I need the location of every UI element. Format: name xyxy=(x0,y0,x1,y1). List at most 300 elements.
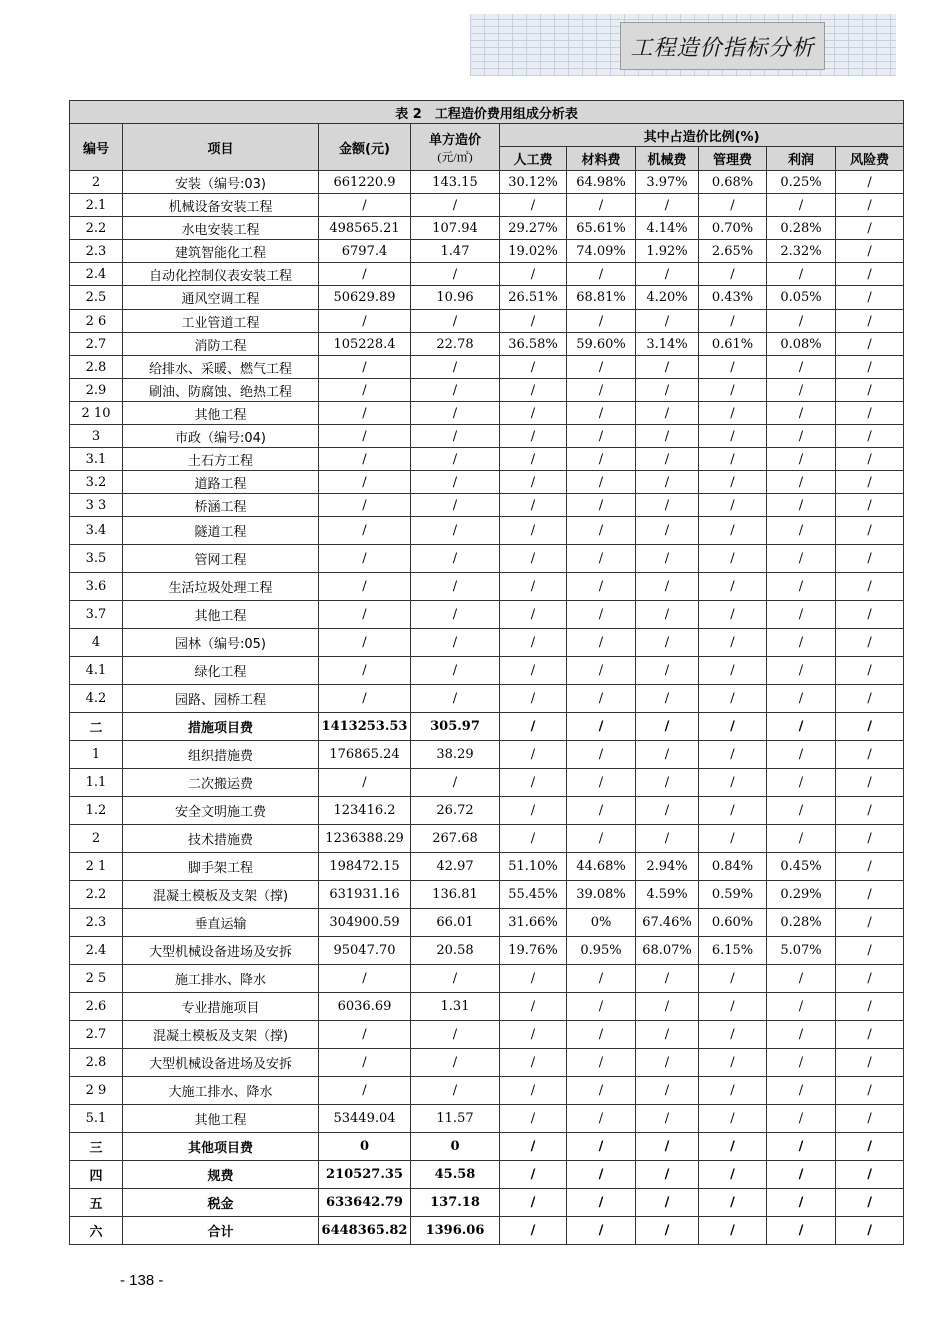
row-code: 3.5 xyxy=(70,545,123,573)
table-row xyxy=(70,1105,904,1133)
row-amount: 176865.24 xyxy=(319,741,411,769)
row-material: / xyxy=(567,797,636,825)
row-item: 机械设备安装工程 xyxy=(123,194,319,217)
row-machine: / xyxy=(636,494,699,517)
row-amount: / xyxy=(319,379,411,402)
row-machine: / xyxy=(636,1021,699,1049)
row-labor: / xyxy=(500,741,567,769)
row-machine: / xyxy=(636,1189,699,1217)
row-amount: / xyxy=(319,601,411,629)
row-unit-price: / xyxy=(411,965,500,993)
row-management: / xyxy=(699,425,767,448)
row-material: / xyxy=(567,657,636,685)
row-labor: / xyxy=(500,797,567,825)
row-item: 安全文明施工费 xyxy=(123,797,319,825)
row-machine: / xyxy=(636,573,699,601)
row-unit-price: 66.01 xyxy=(411,909,500,937)
table-row xyxy=(70,573,904,601)
row-profit: / xyxy=(767,517,836,545)
row-labor: 36.58% xyxy=(500,333,567,356)
row-management: 6.15% xyxy=(699,937,767,965)
row-amount: / xyxy=(319,194,411,217)
row-management: / xyxy=(699,1077,767,1105)
row-material: / xyxy=(567,825,636,853)
row-item: 水电安装工程 xyxy=(123,217,319,240)
row-labor: 55.45% xyxy=(500,881,567,909)
row-amount: / xyxy=(319,965,411,993)
row-risk: / xyxy=(836,1077,904,1105)
row-code: 4.1 xyxy=(70,657,123,685)
row-machine: 3.14% xyxy=(636,333,699,356)
row-risk: / xyxy=(836,402,904,425)
row-machine: 4.14% xyxy=(636,217,699,240)
row-labor: / xyxy=(500,1189,567,1217)
row-code: 3.7 xyxy=(70,601,123,629)
row-amount: / xyxy=(319,1077,411,1105)
row-labor: / xyxy=(500,629,567,657)
row-machine: 3.97% xyxy=(636,171,699,194)
row-labor: / xyxy=(500,1161,567,1189)
row-amount: / xyxy=(319,1021,411,1049)
row-material: / xyxy=(567,379,636,402)
row-material: / xyxy=(567,545,636,573)
row-labor: / xyxy=(500,825,567,853)
row-machine: / xyxy=(636,448,699,471)
row-amount: / xyxy=(319,263,411,286)
row-unit-price: / xyxy=(411,1077,500,1105)
row-item: 园林（编号:05) xyxy=(123,629,319,657)
row-profit: / xyxy=(767,194,836,217)
row-item: 大型机械设备进场及安拆 xyxy=(123,937,319,965)
row-code: 2.3 xyxy=(70,240,123,263)
row-unit-price: 1.31 xyxy=(411,993,500,1021)
row-code: 1.2 xyxy=(70,797,123,825)
row-risk: / xyxy=(836,240,904,263)
row-material: / xyxy=(567,1189,636,1217)
row-profit: / xyxy=(767,769,836,797)
row-labor: / xyxy=(500,494,567,517)
row-code: 2.9 xyxy=(70,379,123,402)
row-material: / xyxy=(567,629,636,657)
row-code: 三 xyxy=(70,1133,123,1161)
row-risk: / xyxy=(836,685,904,713)
row-profit: / xyxy=(767,545,836,573)
row-labor: 19.02% xyxy=(500,240,567,263)
row-item: 组织措施费 xyxy=(123,741,319,769)
table-row xyxy=(70,937,904,965)
row-item: 其他项目费 xyxy=(123,1133,319,1161)
row-machine: / xyxy=(636,194,699,217)
section-title: 工程造价指标分析 xyxy=(630,35,815,61)
row-machine: / xyxy=(636,1133,699,1161)
row-machine: / xyxy=(636,741,699,769)
row-unit-price: / xyxy=(411,379,500,402)
table-row xyxy=(70,685,904,713)
row-risk: / xyxy=(836,1049,904,1077)
row-profit: / xyxy=(767,1021,836,1049)
row-material: / xyxy=(567,471,636,494)
row-material: 59.60% xyxy=(567,333,636,356)
row-profit: 0.25% xyxy=(767,171,836,194)
row-profit: / xyxy=(767,825,836,853)
row-management: / xyxy=(699,1105,767,1133)
row-item: 工业管道工程 xyxy=(123,310,319,333)
section-header xyxy=(620,22,825,70)
row-item: 生活垃圾处理工程 xyxy=(123,573,319,601)
row-material: / xyxy=(567,741,636,769)
table-row xyxy=(70,240,904,263)
row-unit-price: 45.58 xyxy=(411,1161,500,1189)
row-item: 管网工程 xyxy=(123,545,319,573)
row-management: / xyxy=(699,573,767,601)
row-amount: 105228.4 xyxy=(319,333,411,356)
row-machine: 67.46% xyxy=(636,909,699,937)
row-profit: / xyxy=(767,685,836,713)
row-machine: / xyxy=(636,517,699,545)
row-unit-price: / xyxy=(411,1049,500,1077)
row-profit: / xyxy=(767,310,836,333)
row-amount: 633642.79 xyxy=(319,1189,411,1217)
row-management: / xyxy=(699,797,767,825)
row-amount: 1236388.29 xyxy=(319,825,411,853)
row-unit-price: 26.72 xyxy=(411,797,500,825)
page-number: - 138 - xyxy=(120,1272,164,1289)
row-risk: / xyxy=(836,993,904,1021)
row-management: / xyxy=(699,494,767,517)
row-amount: 304900.59 xyxy=(319,909,411,937)
row-unit-price: 0 xyxy=(411,1133,500,1161)
table-row xyxy=(70,448,904,471)
row-code: 3.2 xyxy=(70,471,123,494)
row-labor: / xyxy=(500,1217,567,1245)
row-labor: 51.10% xyxy=(500,853,567,881)
row-unit-price: 20.58 xyxy=(411,937,500,965)
row-labor: 26.51% xyxy=(500,286,567,310)
row-risk: / xyxy=(836,909,904,937)
row-labor: / xyxy=(500,769,567,797)
row-unit-price: 10.96 xyxy=(411,286,500,310)
header-management: 管理费 xyxy=(699,147,767,171)
row-unit-price: 136.81 xyxy=(411,881,500,909)
row-labor: / xyxy=(500,657,567,685)
row-profit: / xyxy=(767,263,836,286)
row-material: / xyxy=(567,993,636,1021)
row-code: 3.4 xyxy=(70,517,123,545)
row-management: / xyxy=(699,379,767,402)
row-labor: / xyxy=(500,713,567,741)
row-amount: 6448365.82 xyxy=(319,1217,411,1245)
row-item: 绿化工程 xyxy=(123,657,319,685)
row-unit-price: 267.68 xyxy=(411,825,500,853)
row-code: 2.2 xyxy=(70,217,123,240)
row-material: / xyxy=(567,1105,636,1133)
row-management: / xyxy=(699,194,767,217)
table-row xyxy=(70,333,904,356)
row-machine: 4.59% xyxy=(636,881,699,909)
row-code: 3.1 xyxy=(70,448,123,471)
row-code: 2.2 xyxy=(70,881,123,909)
row-item: 垂直运输 xyxy=(123,909,319,937)
table-row xyxy=(70,769,904,797)
row-risk: / xyxy=(836,517,904,545)
row-management: 0.60% xyxy=(699,909,767,937)
row-risk: / xyxy=(836,286,904,310)
row-management: / xyxy=(699,402,767,425)
header-item: 项目 xyxy=(123,124,319,171)
row-management: 0.61% xyxy=(699,333,767,356)
row-profit: 2.32% xyxy=(767,240,836,263)
row-machine: 1.92% xyxy=(636,240,699,263)
row-management: / xyxy=(699,545,767,573)
row-item: 市政（编号:04) xyxy=(123,425,319,448)
row-material: / xyxy=(567,1217,636,1245)
table-row xyxy=(70,171,904,194)
row-code: 3 xyxy=(70,425,123,448)
row-material: / xyxy=(567,1161,636,1189)
row-labor: / xyxy=(500,601,567,629)
row-material: / xyxy=(567,1021,636,1049)
row-item: 其他工程 xyxy=(123,1105,319,1133)
table-row xyxy=(70,1049,904,1077)
row-risk: / xyxy=(836,310,904,333)
row-material: / xyxy=(567,494,636,517)
row-amount: 6797.4 xyxy=(319,240,411,263)
row-management: / xyxy=(699,657,767,685)
row-material: / xyxy=(567,1077,636,1105)
row-item: 税金 xyxy=(123,1189,319,1217)
row-material: / xyxy=(567,517,636,545)
row-code: 四 xyxy=(70,1161,123,1189)
row-material: / xyxy=(567,965,636,993)
row-profit: / xyxy=(767,629,836,657)
row-management: / xyxy=(699,629,767,657)
row-profit: / xyxy=(767,713,836,741)
header-risk: 风险费 xyxy=(836,147,904,171)
row-machine: 2.94% xyxy=(636,853,699,881)
table-row xyxy=(70,965,904,993)
table-row xyxy=(70,601,904,629)
table-row xyxy=(70,1161,904,1189)
row-machine: / xyxy=(636,310,699,333)
row-risk: / xyxy=(836,1105,904,1133)
row-risk: / xyxy=(836,356,904,379)
row-material: / xyxy=(567,685,636,713)
row-unit-price: / xyxy=(411,494,500,517)
row-material: / xyxy=(567,356,636,379)
row-management: / xyxy=(699,769,767,797)
row-machine: / xyxy=(636,601,699,629)
row-management: / xyxy=(699,713,767,741)
row-unit-price: / xyxy=(411,471,500,494)
row-code: 2.7 xyxy=(70,1021,123,1049)
row-risk: / xyxy=(836,797,904,825)
row-risk: / xyxy=(836,171,904,194)
row-profit: / xyxy=(767,993,836,1021)
row-code: 2 10 xyxy=(70,402,123,425)
row-amount: 631931.16 xyxy=(319,881,411,909)
row-item: 混凝土模板及支架（撑) xyxy=(123,1021,319,1049)
row-unit-price: / xyxy=(411,685,500,713)
row-risk: / xyxy=(836,494,904,517)
row-labor: / xyxy=(500,1021,567,1049)
row-risk: / xyxy=(836,1189,904,1217)
row-unit-price: / xyxy=(411,517,500,545)
row-management: 0.70% xyxy=(699,217,767,240)
row-unit-price: / xyxy=(411,545,500,573)
row-item: 桥涵工程 xyxy=(123,494,319,517)
row-code: 五 xyxy=(70,1189,123,1217)
row-management: / xyxy=(699,471,767,494)
row-labor: / xyxy=(500,263,567,286)
row-profit: / xyxy=(767,797,836,825)
header-unit-price-label: 单方造价 xyxy=(428,133,481,148)
row-risk: / xyxy=(836,1217,904,1245)
row-risk: / xyxy=(836,573,904,601)
table-row xyxy=(70,545,904,573)
row-risk: / xyxy=(836,853,904,881)
row-profit: 0.05% xyxy=(767,286,836,310)
row-item: 大施工排水、降水 xyxy=(123,1077,319,1105)
row-item: 消防工程 xyxy=(123,333,319,356)
row-item: 土石方工程 xyxy=(123,448,319,471)
row-unit-price: 143.15 xyxy=(411,171,500,194)
row-unit-price: 137.18 xyxy=(411,1189,500,1217)
row-machine: / xyxy=(636,797,699,825)
row-machine: / xyxy=(636,425,699,448)
row-labor: / xyxy=(500,573,567,601)
row-amount: / xyxy=(319,356,411,379)
row-profit: / xyxy=(767,741,836,769)
row-profit: / xyxy=(767,1105,836,1133)
row-management: 2.65% xyxy=(699,240,767,263)
row-labor: / xyxy=(500,545,567,573)
row-unit-price: 305.97 xyxy=(411,713,500,741)
row-amount: / xyxy=(319,425,411,448)
row-management: / xyxy=(699,356,767,379)
row-labor: 31.66% xyxy=(500,909,567,937)
row-risk: / xyxy=(836,1021,904,1049)
row-material: / xyxy=(567,263,636,286)
row-amount: / xyxy=(319,657,411,685)
row-unit-price: / xyxy=(411,402,500,425)
row-profit: 0.28% xyxy=(767,217,836,240)
row-code: 二 xyxy=(70,713,123,741)
row-profit: 0.28% xyxy=(767,909,836,937)
row-item: 通风空调工程 xyxy=(123,286,319,310)
row-labor: / xyxy=(500,1049,567,1077)
table-row xyxy=(70,286,904,310)
row-material: / xyxy=(567,601,636,629)
row-labor: / xyxy=(500,685,567,713)
row-amount: / xyxy=(319,573,411,601)
row-code: 3.6 xyxy=(70,573,123,601)
row-machine: / xyxy=(636,1217,699,1245)
row-machine: / xyxy=(636,657,699,685)
row-item: 技术措施费 xyxy=(123,825,319,853)
row-machine: / xyxy=(636,629,699,657)
header-unit-price-unit: (元/㎡) xyxy=(437,150,473,164)
row-profit: / xyxy=(767,965,836,993)
row-profit: / xyxy=(767,471,836,494)
table-row xyxy=(70,825,904,853)
row-management: 0.43% xyxy=(699,286,767,310)
row-labor: / xyxy=(500,402,567,425)
row-labor: / xyxy=(500,1105,567,1133)
row-item: 自动化控制仪表安装工程 xyxy=(123,263,319,286)
row-code: 2 xyxy=(70,171,123,194)
row-labor: / xyxy=(500,471,567,494)
table-row xyxy=(70,993,904,1021)
table-row xyxy=(70,471,904,494)
row-labor: / xyxy=(500,356,567,379)
table-row xyxy=(70,1189,904,1217)
row-labor: / xyxy=(500,965,567,993)
row-amount: / xyxy=(319,517,411,545)
row-code: 2.6 xyxy=(70,993,123,1021)
row-management: / xyxy=(699,517,767,545)
row-unit-price: 1396.06 xyxy=(411,1217,500,1245)
header-ratio-group: 其中占造价比例(%) xyxy=(500,124,904,147)
row-machine: / xyxy=(636,1105,699,1133)
table-body xyxy=(70,171,904,1245)
row-unit-price: 38.29 xyxy=(411,741,500,769)
row-item: 其他工程 xyxy=(123,601,319,629)
row-amount: / xyxy=(319,685,411,713)
row-code: 2 1 xyxy=(70,853,123,881)
row-risk: / xyxy=(836,263,904,286)
row-management: / xyxy=(699,1217,767,1245)
row-machine: 68.07% xyxy=(636,937,699,965)
row-labor: 29.27% xyxy=(500,217,567,240)
row-code: 2.4 xyxy=(70,263,123,286)
row-code: 六 xyxy=(70,1217,123,1245)
row-machine: / xyxy=(636,825,699,853)
row-risk: / xyxy=(836,713,904,741)
row-management: / xyxy=(699,1049,767,1077)
row-management: / xyxy=(699,685,767,713)
table-row xyxy=(70,713,904,741)
row-labor: / xyxy=(500,517,567,545)
row-machine: / xyxy=(636,993,699,1021)
row-amount: / xyxy=(319,471,411,494)
row-unit-price: / xyxy=(411,573,500,601)
row-labor: 30.12% xyxy=(500,171,567,194)
row-unit-price: / xyxy=(411,629,500,657)
row-amount: 50629.89 xyxy=(319,286,411,310)
row-material: / xyxy=(567,402,636,425)
row-code: 2.1 xyxy=(70,194,123,217)
row-unit-price: / xyxy=(411,657,500,685)
row-management: / xyxy=(699,310,767,333)
row-labor: / xyxy=(500,310,567,333)
row-code: 2.5 xyxy=(70,286,123,310)
table-row xyxy=(70,909,904,937)
row-risk: / xyxy=(836,448,904,471)
row-labor: / xyxy=(500,194,567,217)
row-unit-price: / xyxy=(411,448,500,471)
row-profit: / xyxy=(767,657,836,685)
row-unit-price: / xyxy=(411,263,500,286)
row-risk: / xyxy=(836,601,904,629)
row-material: 0.95% xyxy=(567,937,636,965)
row-management: 0.59% xyxy=(699,881,767,909)
row-risk: / xyxy=(836,825,904,853)
row-item: 二次搬运费 xyxy=(123,769,319,797)
row-unit-price: / xyxy=(411,1021,500,1049)
header-labor: 人工费 xyxy=(500,147,567,171)
row-risk: / xyxy=(836,629,904,657)
row-item: 安装（编号:03) xyxy=(123,171,319,194)
